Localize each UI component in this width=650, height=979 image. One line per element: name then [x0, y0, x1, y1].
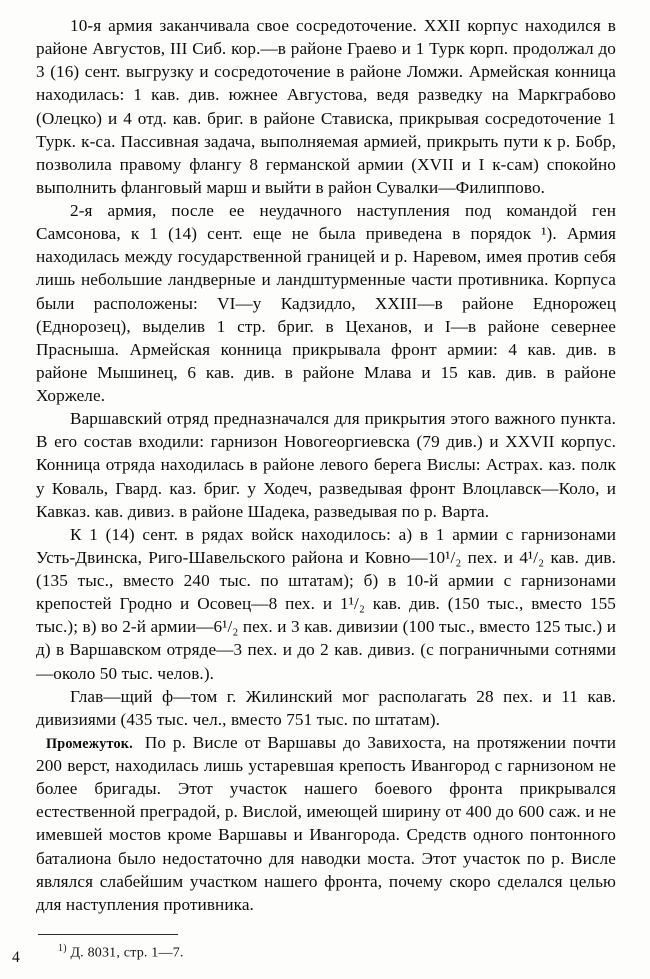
paragraph-2: 2-я армия, после ее неудачного наступления под командой ген Самсонова, к 1 (14) сент. еще не была приведена в порядок ¹). Армия находилась между государственной границей и р. Наревом, имея против себя лишь небольшие ландверные и ландштурменные части противника. Корпуса были расположены: VI—у Кадзидло, XXIII—в районе Еднорожец (Еднорозец), выделив 1 стр. бриг. в Цеханов, и I—в районе севернее Прасныша. Армейская конница прикрывала фронт армии: 4 кав. див. в районе Мышинец, 6 кав. див. в районе Млава и 15 кав. див. в районе Хоржеле. [36, 201, 616, 405]
marginal-note-label: Промежуток. [46, 735, 133, 752]
footnote [58, 942, 616, 963]
paragraph-3: Варшавский отряд предназначался для прикрытия этого важного пункта. В его состав входили: гарнизон Новогеоргиевска (79 див.) и XXVII корпус. Конница отряда находилась в районе левого берега Вислы: Астрах. каз. полк у Коваль, Гвард. каз. бриг. у Ходеч, разведывая фронт Влоцлавск—Коло, и Кавказ. кав. дивиз. в районе Шадека, разведывая по р. Варта. [36, 409, 616, 521]
page-number: 4 [12, 949, 20, 966]
page-body [36, 14, 616, 916]
footnote-marker: 1) [58, 942, 67, 954]
paragraph-4: К 1 (14) сент. в рядах войск находилось: а) в 1 армии с гарнизонами Усть-Двинска, Риго-Шавельского района и Ковно—10¹/₂ пех. и 4¹/₂ кав. див. (135 тыс., вместо 240 тыс. по штатам); б) в 10-й армии с гарнизонами крепостей Гродно и Осовец—8 пех. и 1¹/₂ кав. див. (150 тыс., вместо 155 тыс.); в) во 2-й армии—6¹/₂ пех. и 3 кав. дивизии (100 тыс., вместо 125 тыс.) и д) в Варшавском отряде—3 пех. и до 2 кав. дивиз. (с пограничными сотнями—около 50 тыс. челов.). [36, 524, 616, 683]
paragraph-5: Глав—щий ф—том г. Жилинский мог располагать 28 пех. и 11 кав. дивизиями (435 тыс. чел., вместо 751 тыс. по штатам). [36, 686, 616, 729]
marginal-note-paragraph [36, 731, 616, 916]
footnote-divider [38, 934, 178, 935]
footnote-text: Д. 8031, стр. 1—7. [70, 945, 184, 961]
marginal-note-text: По р. Висле от Варшавы до Завихоста, на протяжении почти 200 верст, находилась лишь устаревшая крепость Ивангород с гарнизоном не более бригады. Этот участок нашего боевого фронта прикрывался естественной преградой, р. Вислой, имеющей ширину от 400 до 600 саж. и не имевшей мостов кроме Варшавы и Ивангорода. Средств одного понтонного баталиона было недостаточно для наводки моста. Этот участок по р. Висле являлся слабейшим участком нашего фронта, почему скоро сделался целью для наступления противника. [36, 732, 616, 914]
marginal-note-block [36, 731, 616, 916]
paragraph-1: 10-я армия заканчивала свое сосредоточение. XXII корпус находился в районе Августов, III Сиб. кор.—в районе Граево и 1 Турк корп. продолжал до 3 (16) сент. выгрузку и сосредоточение в районе Ломжи. Армейская конница находилась: 1 кав. див. южнее Августова, ведя разведку на Маркграбово (Олецко) и 4 отд. кав. бриг. в районе Стависка, прикрывая сосредоточение 1 Турк. к-са. Пассивная задача, выполняемая армией, прикрыть пути к р. Бобр, позволила правому флангу 8 германской армии (XVII и I к-сам) спокойно выполнить фланговый марш и выйти в район Сувалки—Филиппово. [36, 16, 616, 197]
